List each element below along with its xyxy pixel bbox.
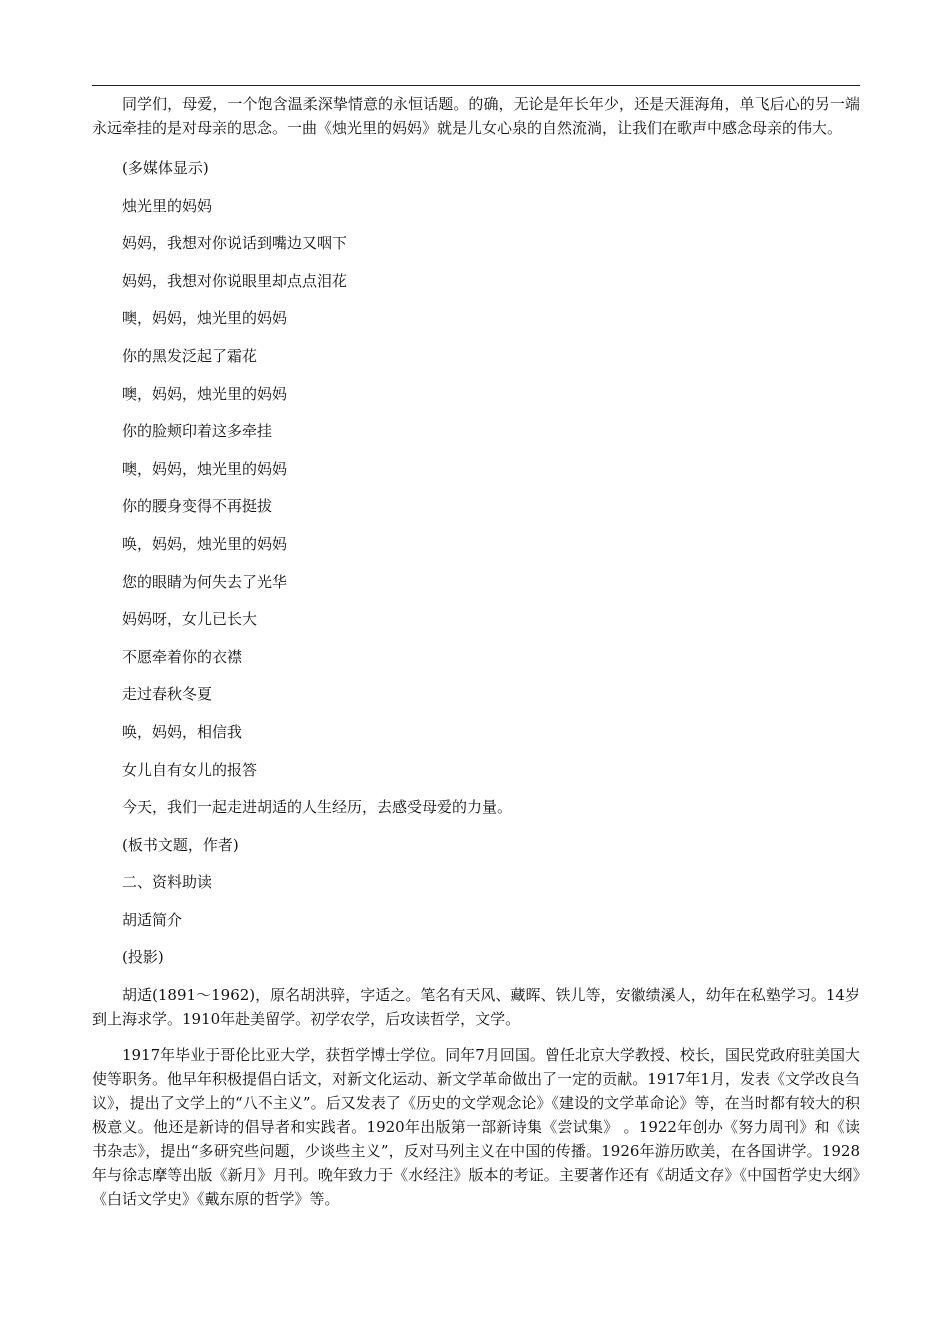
lyric-line: 噢，妈妈，烛光里的妈妈 [122, 384, 288, 403]
lyric-line: 你的黑发泛起了霜花 [122, 346, 258, 365]
lyric-line: 不愿牵着你的衣襟 [122, 647, 243, 666]
intro-paragraph: 同学们，母爱，一个饱含温柔深挚情意的永恒话题。的确，无论是年长年少，还是天涯海角，单飞后心的另一端永远牵挂的是对母亲的思念。一曲《烛光里的妈妈》就是儿女心泉的自然流淌，让我们在歌声中感念母亲的伟大。 [92, 95, 860, 137]
stage-note: (板书文题，作者) [122, 835, 239, 854]
lyric-line: 你的腰身变得不再挺拔 [122, 497, 273, 516]
transition-sentence: 今天，我们一起走进胡适的人生经历，去感受母爱的力量。 [122, 798, 513, 817]
subsection-heading: 胡适简介 [122, 910, 183, 929]
lyric-line: 唤，妈妈，烛光里的妈妈 [122, 534, 288, 553]
header-rule [92, 85, 860, 86]
song-title: 烛光里的妈妈 [122, 196, 213, 215]
lyric-line: 走过春秋冬夏 [122, 685, 213, 704]
stage-note: (投影) [122, 948, 164, 967]
lyric-line: 您的眼睛为何失去了光华 [122, 572, 288, 591]
lyric-line: 噢，妈妈，烛光里的妈妈 [122, 309, 288, 328]
bio-paragraph-1: 胡适(1891～1962)，原名胡洪骍，字适之。笔名有天风、藏晖、铁儿等，安徽绩溪人，幼年在私塾学习。14岁到上海求学。1910年赴美留学。初学农学，后攻读哲学，文学。 [92, 986, 860, 1029]
section-heading: 二、资料助读 [122, 873, 213, 892]
lyric-line: 妈妈，我想对你说眼里却点点泪花 [122, 271, 348, 290]
lyric-line: 唤，妈妈，相信我 [122, 722, 243, 741]
bio-paragraph-2: 1917年毕业于哥伦比亚大学，获哲学博士学位。同年7月回国。曾任北京大学教授、校长，国民党政府驻美国大使等职务。他早年积极提倡白话文，对新文化运动、新文学革命做出了一定的贡献。1917年1月，发表《文学改良刍议》，提出了文学上的“八不主义”。后又发表了《历史的文学观念论》《建设的文学革命论》等，在当时都有较大的积极意义。他还是新诗的倡导者和实践者。1920年出版第一部新诗集《尝试集》 。1922年创办《努力周刊》和《读书杂志》，提出“多研究些问题，少谈些主义”，反对马列主义在中国的传播。1926年游历欧美，在各国讲学。1928年与徐志摩等出版《新月》月刊。晚年致力于《水经注》版本的考证。主要著作还有《胡适文存》《中国哲学史大纲》《白话文学史》《戴东原的哲学》等。 [92, 1046, 860, 1209]
document-body [92, 92, 860, 1211]
lyric-line: 女儿自有女儿的报答 [122, 760, 258, 779]
lyric-line: 妈妈呀，女儿已长大 [122, 610, 258, 629]
lyric-line: 妈妈，我想对你说话到嘴边又咽下 [122, 234, 348, 253]
lyric-line: 你的脸颊印着这多牵挂 [122, 422, 273, 441]
lyric-line: 噢，妈妈，烛光里的妈妈 [122, 459, 288, 478]
stage-note: (多媒体显示) [122, 159, 209, 177]
